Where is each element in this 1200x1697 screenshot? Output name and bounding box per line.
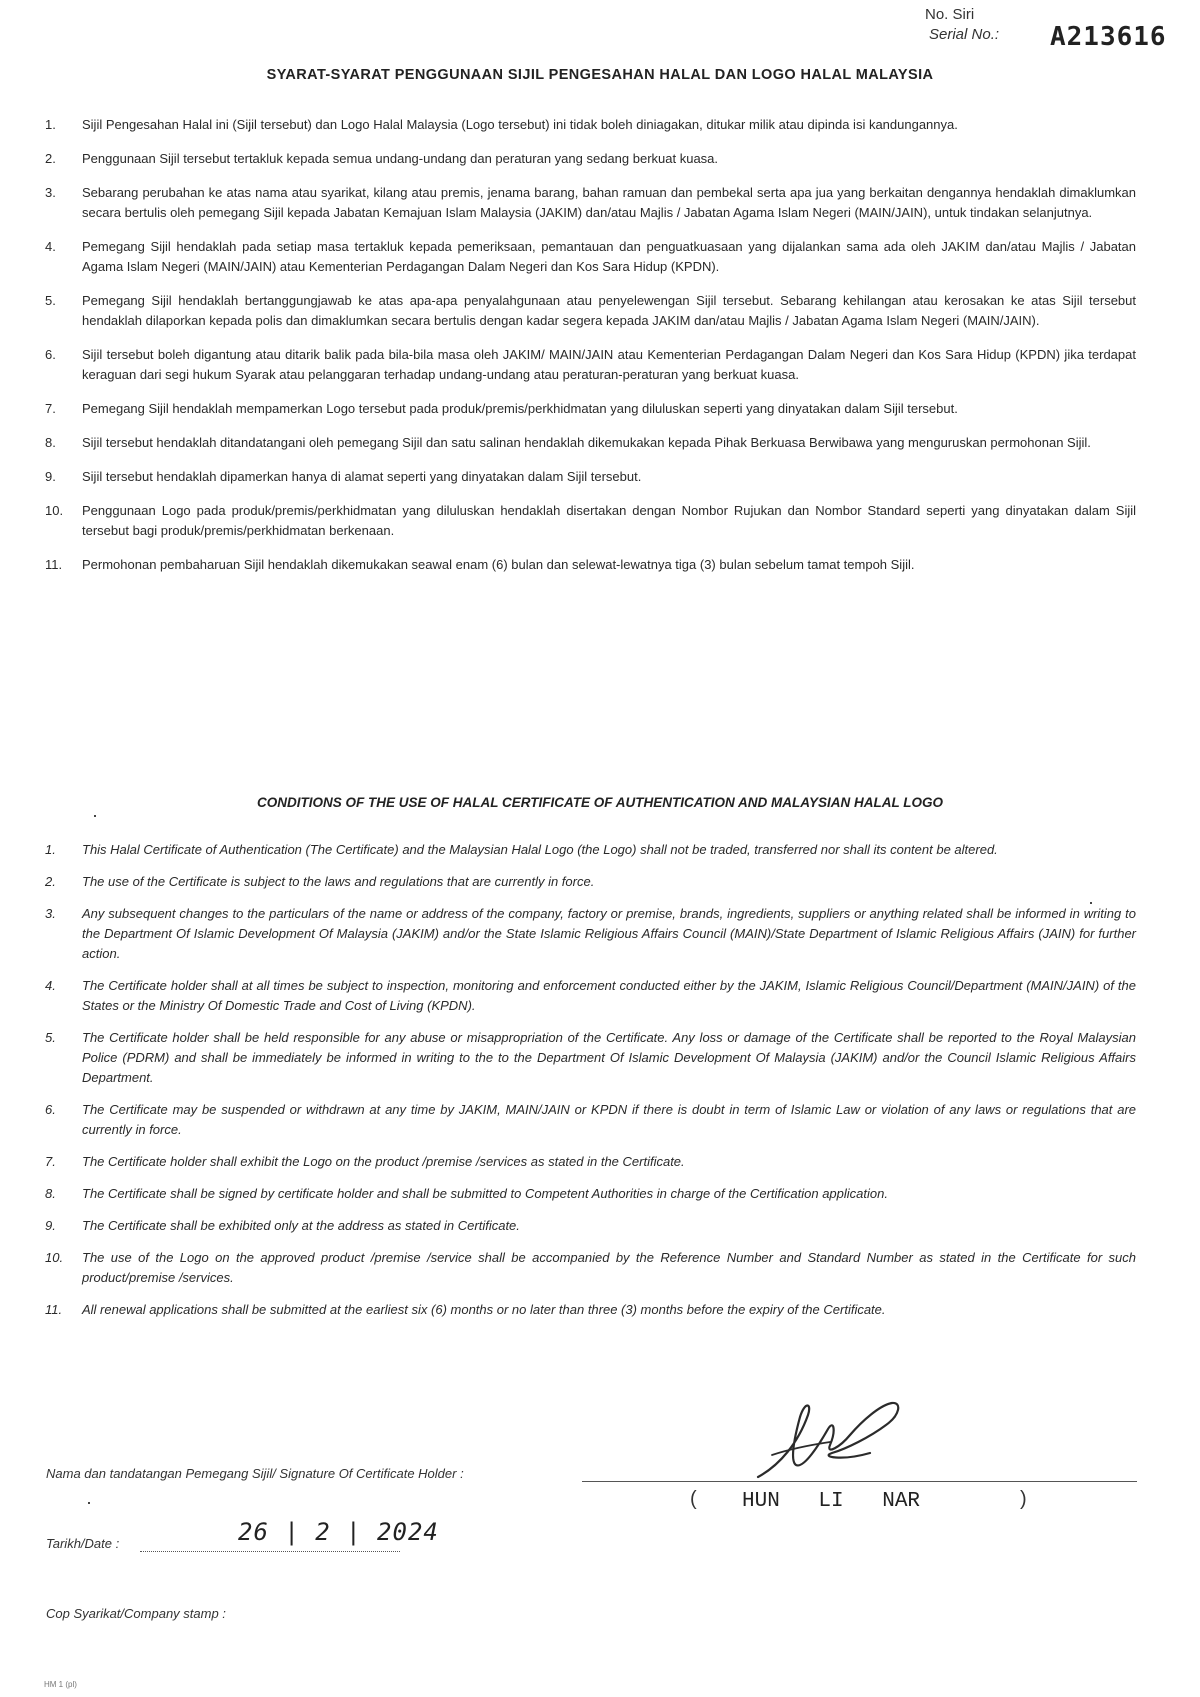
malay-condition-2 — [0, 149, 1200, 169]
condition-text: Sijil Pengesahan Halal ini (Sijil tersebut) dan Logo Halal Malaysia (Logo tersebut) ini tidak boleh diniagakan, ditukar milik atau dipinda isi kandungannya. — [82, 117, 958, 132]
malay-condition-3 — [0, 183, 1200, 223]
malay-condition-1 — [0, 115, 1200, 135]
condition-number: 5. — [45, 293, 56, 308]
holder-signature-label: Nama dan tandatangan Pemegang Sijil/ Signature Of Certificate Holder : — [46, 1466, 464, 1481]
name-bracket-open: ( — [690, 1488, 697, 1510]
english-condition-11 — [0, 1300, 1200, 1320]
condition-text: Pemegang Sijil hendaklah pada setiap masa tertakluk kepada pemeriksaan, pemantauan dan penguatkuasaan yang dijalankan sama ada oleh JAKIM dan/atau Majlis / Jabatan Agama Islam Negeri (MAIN/JAIN) atau Kementerian Perdagangan Dalam Negeri dan Kos Sara Hidup (KPDN). — [82, 239, 1136, 274]
english-condition-1 — [0, 840, 1200, 860]
serial-label-malay: No. Siri — [925, 6, 975, 23]
form-code: HM 1 (pl) — [44, 1680, 77, 1689]
condition-number: 2. — [45, 874, 56, 889]
malay-condition-10 — [0, 501, 1200, 541]
handwritten-signature — [750, 1395, 910, 1490]
signature-line — [582, 1481, 1137, 1482]
condition-text: Penggunaan Sijil tersebut tertakluk kepada semua undang-undang dan peraturan yang sedang berkuat kuasa. — [82, 151, 719, 166]
condition-number: 1. — [45, 842, 56, 857]
condition-number: 10. — [45, 503, 64, 518]
condition-number: 9. — [45, 469, 56, 484]
condition-text: Pemegang Sijil hendaklah bertanggungjawab ke atas apa-apa penyalahgunaan atau penyelewengan Sijil tersebut. Sebarang kehilangan atau kerosakan ke atas Sijil tersebut hendaklah dilaporkan kepada polis dan dimaklumkan secara bertulis dengan kadar segera kepada JAKIM dan/atau Majlis / Jabatan Agama Islam Negeri (MAIN/JAIN). — [82, 293, 1136, 328]
condition-number: 4. — [45, 978, 56, 993]
malay-conditions-list — [0, 115, 1200, 589]
english-condition-6 — [0, 1100, 1200, 1140]
malay-section-title: SYARAT-SYARAT PENGGUNAAN SIJIL PENGESAHAN HALAL DAN LOGO HALAL MALAYSIA — [266, 67, 934, 83]
serial-number-block — [925, 6, 1190, 56]
condition-text: The use of the Certificate is subject to the laws and regulations that are currently in force. — [82, 874, 595, 889]
name-bracket-close: ) — [1020, 1488, 1027, 1510]
malay-condition-5 — [0, 291, 1200, 331]
condition-number: 11. — [45, 1302, 63, 1317]
condition-number: 4. — [45, 239, 56, 254]
condition-text: Permohonan pembaharuan Sijil hendaklah dikemukakan seawal enam (6) bulan dan selewat-lewatnya tiga (3) bulan sebelum tamat tempoh Sijil. — [82, 557, 915, 572]
english-condition-3 — [0, 904, 1200, 964]
condition-text: Any subsequent changes to the particulars of the name or address of the company, factory or premise, brands, ingredients, suppliers or anything related shall be informed in writing to the Department Of Islamic Development Of Malaysia (JAKIM) and/or the State Islamic Religious Affairs Council (MAIN)/State Department of Islamic Religious Affairs (JAIN) for further action. — [82, 906, 1136, 961]
condition-text: The Certificate may be suspended or withdrawn at any time by JAKIM, MAIN/JAIN or KPDN if there is doubt in term of Islamic Law or violation of any laws or regulations that are currently in force. — [82, 1102, 1136, 1137]
condition-text: The Certificate holder shall at all times be subject to inspection, monitoring and enforcement conducted either by the JAKIM, Islamic Religious Council/Department (MAIN/JAIN) of the States or the Ministry Of Domestic Trade and Cost of Living (KPDN). — [82, 978, 1136, 1013]
malay-condition-7 — [0, 399, 1200, 419]
english-condition-2 — [0, 872, 1200, 892]
condition-text: Pemegang Sijil hendaklah mempamerkan Logo tersebut pada produk/premis/perkhidmatan yang diluluskan seperti yang dinyatakan dalam Sijil tersebut. — [82, 401, 958, 416]
english-condition-8 — [0, 1184, 1200, 1204]
serial-label-english: Serial No.: — [929, 26, 1000, 43]
malay-condition-9 — [0, 467, 1200, 487]
scan-speck — [1090, 902, 1092, 904]
english-condition-10 — [0, 1248, 1200, 1288]
condition-text: Sijil tersebut hendaklah dipamerkan hanya di alamat seperti yang dinyatakan dalam Sijil tersebut. — [82, 469, 642, 484]
malay-condition-8 — [0, 433, 1200, 453]
condition-number: 1. — [45, 117, 56, 132]
condition-number: 3. — [45, 185, 56, 200]
condition-number: 10. — [45, 1250, 64, 1265]
condition-text: Sijil tersebut boleh digantung atau ditarik balik pada bila-bila masa oleh JAKIM/ MAIN/JAIN atau Kementerian Perdagangan Dalam Negeri dan Kos Sara Hidup (KPDN) jika terdapat keraguan dari segi hukum Syarak atau pelanggaran terhadap undang-undang atau peraturan-peraturan yang berkuat kuasa. — [82, 347, 1136, 382]
condition-text: The Certificate shall be signed by certificate holder and shall be submitted to Competent Authorities in charge of the Certification application. — [82, 1186, 888, 1201]
english-condition-7 — [0, 1152, 1200, 1172]
condition-text: This Halal Certificate of Authentication (The Certificate) and the Malaysian Halal Logo (the Logo) shall not be traded, transferred nor shall its content be altered. — [82, 842, 998, 857]
condition-number: 2. — [45, 151, 56, 166]
condition-number: 8. — [45, 435, 56, 450]
malay-condition-11 — [0, 555, 1200, 575]
serial-number: A213616 — [1050, 22, 1167, 52]
condition-number: 6. — [45, 1102, 56, 1117]
condition-number: 7. — [45, 1154, 56, 1169]
condition-number: 3. — [45, 906, 56, 921]
date-label: Tarikh/Date : — [46, 1536, 120, 1551]
condition-text: Penggunaan Logo pada produk/premis/perkhidmatan yang diluluskan hendaklah disertakan dengan Nombor Rujukan dan Nombor Standard seperti yang dinyatakan dalam Sijil tersebut bagi produk/premis/perkhidmatan berkenaan. — [82, 503, 1136, 538]
malay-condition-6 — [0, 345, 1200, 385]
condition-number: 8. — [45, 1186, 56, 1201]
english-section-title: CONDITIONS OF THE USE OF HALAL CERTIFICATE OF AUTHENTICATION AND MALAYSIAN HALAL LOGO — [257, 795, 943, 810]
english-condition-9 — [0, 1216, 1200, 1236]
condition-number: 9. — [45, 1218, 56, 1233]
condition-number: 5. — [45, 1030, 56, 1045]
condition-text: The Certificate shall be exhibited only at the address as stated in Certificate. — [82, 1218, 520, 1233]
condition-text: All renewal applications shall be submitted at the earliest six (6) months or no later than three (3) months before the expiry of the Certificate. — [82, 1302, 886, 1317]
condition-text: The Certificate holder shall be held responsible for any abuse or misappropriation of the Certificate. Any loss or damage of the Certificate shall be reported to the Royal Malaysian Police (PDRM) and shall be immediately be informed in writing to the to the Department Of Islamic Development Of Malaysia (JAKIM) and/or the Council Islamic Religious Affairs Department. — [82, 1030, 1136, 1085]
company-stamp-label: Cop Syarikat/Company stamp : — [46, 1606, 226, 1621]
condition-text: Sijil tersebut hendaklah ditandatangani oleh pemegang Sijil dan satu salinan hendaklah dikemukakan kepada Pihak Berkuasa Berwibawa yang menguruskan permohonan Sijil. — [82, 435, 1091, 450]
condition-number: 7. — [45, 401, 56, 416]
scan-speck — [88, 1502, 90, 1504]
condition-text: The use of the Logo on the approved product /premise /service shall be accompanied by the Reference Number and Standard Number as stated in the Certificate for such product/premise /services. — [82, 1250, 1136, 1285]
malay-condition-4 — [0, 237, 1200, 277]
certificate-holder-name: HUN LI NAR — [742, 1490, 921, 1513]
condition-number: 11. — [45, 557, 63, 572]
condition-text: The Certificate holder shall exhibit the Logo on the product /premise /services as stated in the Certificate. — [82, 1154, 685, 1169]
english-conditions-list — [0, 840, 1200, 1332]
english-condition-4 — [0, 976, 1200, 1016]
date-line — [140, 1551, 400, 1552]
condition-number: 6. — [45, 347, 56, 362]
english-condition-5 — [0, 1028, 1200, 1088]
handwritten-date: 26 | 2 | 2024 — [238, 1518, 439, 1546]
scan-speck — [94, 815, 96, 817]
condition-text: Sebarang perubahan ke atas nama atau syarikat, kilang atau premis, jenama barang, bahan ramuan dan pembekal serta apa jua yang berkaitan dengannya hendaklah dimaklumkan secara bertulis oleh pemegang Sijil kepada Jabatan Kemajuan Islam Malaysia (JAKIM) dan/atau Majlis / Jabatan Agama Islam Negeri (MAIN/JAIN), untuk tindakan selanjutnya. — [82, 185, 1136, 220]
